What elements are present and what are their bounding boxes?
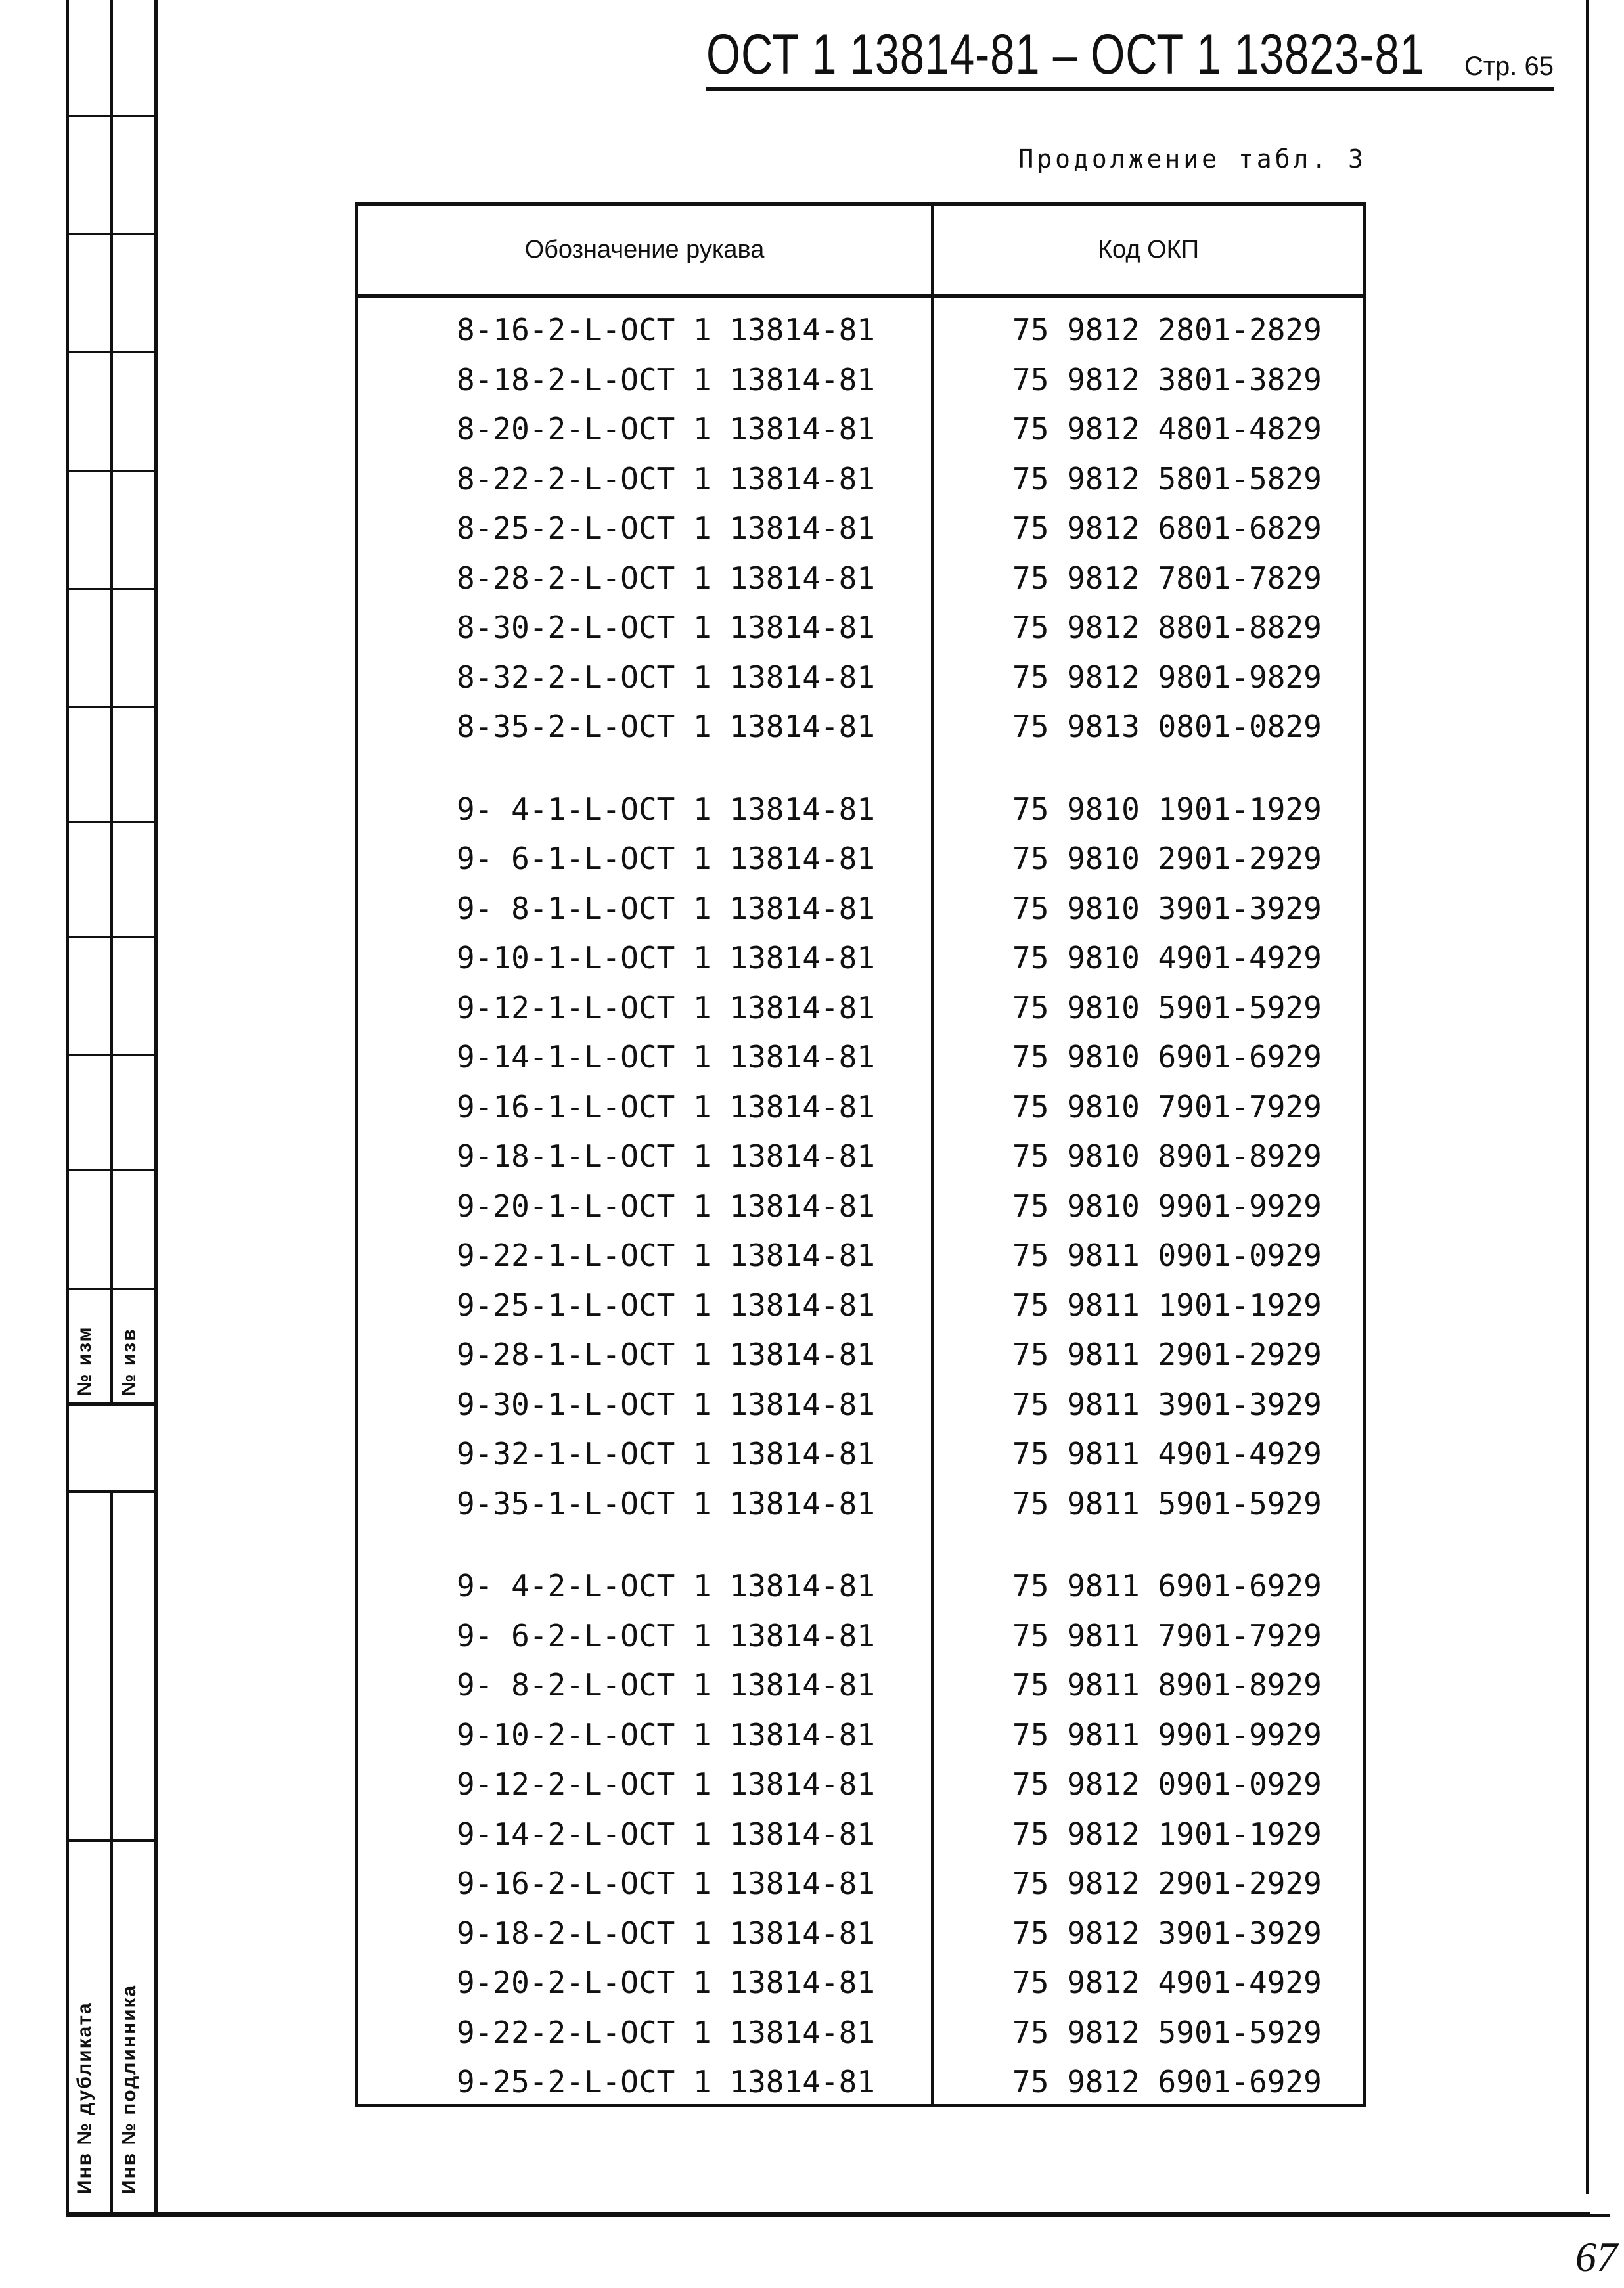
- cell-okp-code: 75 9810 7901-7929: [1012, 1088, 1322, 1125]
- margin-row-line: [66, 936, 156, 938]
- table-row: [358, 1281, 1363, 1330]
- cell-okp-code: 75 9812 0901-0929: [1012, 1766, 1322, 1802]
- table-row: [358, 1330, 1363, 1380]
- sheet-number: 67: [1575, 2233, 1617, 2280]
- cell-designation: 9-28-1-L-ОСТ 1 13814-81: [457, 1337, 875, 1372]
- table-row: [358, 1810, 1363, 1859]
- table-row: [358, 1958, 1363, 2008]
- table-row: [358, 1182, 1363, 1231]
- cell-okp-code: 75 9811 3901-3929: [1012, 1386, 1322, 1422]
- table-row: [358, 983, 1363, 1033]
- cell-okp-code: 75 9811 2901-2929: [1012, 1337, 1322, 1372]
- cell-okp-code: 75 9812 4901-4929: [1012, 1965, 1322, 2000]
- table-row: [358, 405, 1363, 454]
- cell-designation: 9-20-2-L-ОСТ 1 13814-81: [457, 1965, 875, 2000]
- table-row: [358, 1231, 1363, 1280]
- cell-designation: 9-22-2-L-ОСТ 1 13814-81: [457, 2014, 875, 2050]
- table-row: [358, 355, 1363, 405]
- cell-designation: 9-10-1-L-ОСТ 1 13814-81: [457, 940, 875, 976]
- cell-designation: 9-16-2-L-ОСТ 1 13814-81: [457, 1866, 875, 1901]
- cell-okp-code: 75 9810 2901-2929: [1012, 841, 1322, 876]
- document-title: ОСТ 1 13814-81 – ОСТ 1 13823-81: [706, 23, 1425, 86]
- cell-designation: 9-30-1-L-ОСТ 1 13814-81: [457, 1386, 875, 1422]
- table-row: [358, 554, 1363, 603]
- margin-line-outer: [66, 0, 69, 2214]
- cell-okp-code: 75 9811 4901-4929: [1012, 1436, 1322, 1471]
- cell-okp-code: 75 9810 5901-5929: [1012, 989, 1322, 1025]
- table-row: [358, 702, 1363, 751]
- cell-designation: 9-18-1-L-ОСТ 1 13814-81: [457, 1138, 875, 1174]
- margin-row-line: [66, 588, 156, 590]
- margin-row-line: [66, 233, 156, 235]
- cell-designation: 9-14-1-L-ОСТ 1 13814-81: [457, 1039, 875, 1075]
- cell-okp-code: 75 9812 9801-9829: [1012, 659, 1322, 695]
- cell-okp-code: 75 9812 5801-5829: [1012, 460, 1322, 497]
- margin-row-line: [66, 470, 156, 472]
- cell-okp-code: 75 9812 7801-7829: [1012, 560, 1322, 596]
- cell-designation: 8-35-2-L-ОСТ 1 13814-81: [457, 709, 875, 744]
- cell-designation: 9-32-1-L-ОСТ 1 13814-81: [457, 1436, 875, 1471]
- cell-okp-code: 75 9811 8901-8929: [1012, 1667, 1322, 1703]
- margin-row-line: [66, 115, 156, 117]
- table-row: [358, 834, 1363, 884]
- cell-designation: 9-14-2-L-ОСТ 1 13814-81: [457, 1816, 875, 1852]
- margin-label-inv-dublikata: Инв № дубликата: [74, 2002, 95, 2194]
- table-row: [358, 1479, 1363, 1529]
- cell-okp-code: 75 9810 9901-9929: [1012, 1188, 1322, 1224]
- margin-line-middle: [110, 0, 113, 1406]
- table-row: [358, 1859, 1363, 1908]
- cell-okp-code: 75 9812 1901-1929: [1012, 1816, 1322, 1852]
- cell-okp-code: 75 9812 5901-5929: [1012, 2014, 1322, 2050]
- cell-okp-code: 75 9812 3801-3829: [1012, 361, 1322, 397]
- cell-designation: 9-35-1-L-ОСТ 1 13814-81: [457, 1485, 875, 1521]
- margin-row-line: [66, 1839, 156, 1842]
- table-row: [358, 1711, 1363, 1760]
- table-header: [358, 206, 1363, 298]
- table-row: [358, 2008, 1363, 2057]
- margin-row-line: [66, 1490, 156, 1493]
- margin-label-izm: № изм: [74, 1326, 95, 1396]
- table-row: [358, 1380, 1363, 1429]
- cell-okp-code: 75 9812 2801-2829: [1012, 312, 1322, 348]
- table-row: [358, 2057, 1363, 2107]
- margin-row-line: [66, 1169, 156, 1171]
- page-frame-bottom: [66, 2214, 1610, 2217]
- cell-okp-code: 75 9810 1901-1929: [1012, 791, 1322, 827]
- cell-designation: 9-22-1-L-ОСТ 1 13814-81: [457, 1238, 875, 1273]
- cell-designation: 9-20-1-L-ОСТ 1 13814-81: [457, 1188, 875, 1224]
- table-row: [358, 933, 1363, 983]
- document-header: [706, 14, 1554, 91]
- cell-designation: 8-25-2-L-ОСТ 1 13814-81: [457, 510, 875, 546]
- cell-designation: 9- 8-1-L-ОСТ 1 13814-81: [457, 890, 875, 926]
- table-row: [358, 1429, 1363, 1479]
- cell-okp-code: 75 9813 0801-0829: [1012, 709, 1322, 744]
- column-header-designation: Обозначение рукава: [524, 235, 765, 263]
- cell-designation: 9-12-1-L-ОСТ 1 13814-81: [457, 989, 875, 1025]
- table-row: [358, 1760, 1363, 1809]
- table-row: [358, 455, 1363, 504]
- cell-designation: 8-16-2-L-ОСТ 1 13814-81: [457, 312, 875, 348]
- table-continuation-label: Продолжение табл. 3: [1018, 145, 1366, 173]
- cell-okp-code: 75 9811 1901-1929: [1012, 1287, 1322, 1323]
- cell-designation: 9- 4-1-L-ОСТ 1 13814-81: [457, 791, 875, 827]
- cell-designation: 8-22-2-L-ОСТ 1 13814-81: [457, 460, 875, 497]
- cell-designation: 9- 8-2-L-ОСТ 1 13814-81: [457, 1667, 875, 1703]
- table-row: [358, 603, 1363, 652]
- margin-row-line: [66, 1402, 156, 1406]
- table-row: [358, 884, 1363, 933]
- table-row: [358, 305, 1363, 355]
- page-frame-right: [1586, 0, 1589, 2194]
- column-header-okp-code: Код ОКП: [1097, 235, 1200, 263]
- cell-okp-code: 75 9812 3901-3929: [1012, 1915, 1322, 1951]
- cell-designation: 8-20-2-L-ОСТ 1 13814-81: [457, 411, 875, 447]
- margin-row-line: [66, 351, 156, 353]
- margin-row-line: [66, 821, 156, 823]
- margin-label-izv: № изв: [118, 1328, 140, 1396]
- cell-designation: 9-10-2-L-ОСТ 1 13814-81: [457, 1716, 875, 1753]
- cell-designation: 9- 6-2-L-ОСТ 1 13814-81: [457, 1617, 875, 1653]
- cell-okp-code: 75 9811 9901-9929: [1012, 1716, 1322, 1753]
- cell-okp-code: 75 9812 4801-4829: [1012, 411, 1322, 447]
- table-row: [358, 1083, 1363, 1132]
- cell-designation: 9-25-2-L-ОСТ 1 13814-81: [457, 2064, 875, 2099]
- cell-designation: 8-18-2-L-ОСТ 1 13814-81: [457, 361, 875, 397]
- table-row: [358, 1132, 1363, 1181]
- cell-okp-code: 75 9811 7901-7929: [1012, 1617, 1322, 1653]
- page-number: Стр. 65: [1464, 52, 1554, 81]
- table-row: [358, 1909, 1363, 1958]
- margin-row-line: [66, 706, 156, 708]
- margin-label-inv-podlinnika: Инв № подлинника: [118, 1984, 140, 2194]
- cell-okp-code: 75 9812 6801-6829: [1012, 510, 1322, 546]
- margin-row-line: [66, 1288, 156, 1290]
- table-row: [358, 653, 1363, 702]
- cell-okp-code: 75 9810 6901-6929: [1012, 1039, 1322, 1075]
- cell-designation: 9-18-2-L-ОСТ 1 13814-81: [457, 1915, 875, 1951]
- cell-designation: 9- 6-1-L-ОСТ 1 13814-81: [457, 841, 875, 876]
- table-row: [358, 1033, 1363, 1082]
- table-row: [358, 1611, 1363, 1661]
- cell-designation: 9- 4-2-L-ОСТ 1 13814-81: [457, 1568, 875, 1604]
- okp-code-table: [355, 202, 1366, 2107]
- cell-okp-code: 75 9812 8801-8829: [1012, 610, 1322, 645]
- cell-okp-code: 75 9811 0901-0929: [1012, 1238, 1322, 1273]
- cell-designation: 9-12-2-L-ОСТ 1 13814-81: [457, 1766, 875, 1802]
- margin-line-middle-lower: [110, 1491, 113, 2214]
- cell-okp-code: 75 9812 6901-6929: [1012, 2064, 1322, 2099]
- cell-okp-code: 75 9811 5901-5929: [1012, 1485, 1322, 1521]
- table-row: [358, 785, 1363, 834]
- table-row: [358, 504, 1363, 553]
- cell-okp-code: 75 9810 8901-8929: [1012, 1138, 1322, 1174]
- table-row: [358, 1561, 1363, 1611]
- cell-okp-code: 75 9812 2901-2929: [1012, 1866, 1322, 1901]
- cell-designation: 9-25-1-L-ОСТ 1 13814-81: [457, 1287, 875, 1323]
- cell-designation: 8-30-2-L-ОСТ 1 13814-81: [457, 610, 875, 645]
- cell-okp-code: 75 9810 3901-3929: [1012, 890, 1322, 926]
- margin-line-inner: [154, 0, 158, 2214]
- cell-designation: 9-16-1-L-ОСТ 1 13814-81: [457, 1088, 875, 1125]
- margin-row-line: [66, 1054, 156, 1056]
- cell-designation: 8-32-2-L-ОСТ 1 13814-81: [457, 659, 875, 695]
- cell-okp-code: 75 9811 6901-6929: [1012, 1568, 1322, 1604]
- table-row: [358, 1661, 1363, 1710]
- cell-okp-code: 75 9810 4901-4929: [1012, 940, 1322, 976]
- cell-designation: 8-28-2-L-ОСТ 1 13814-81: [457, 560, 875, 596]
